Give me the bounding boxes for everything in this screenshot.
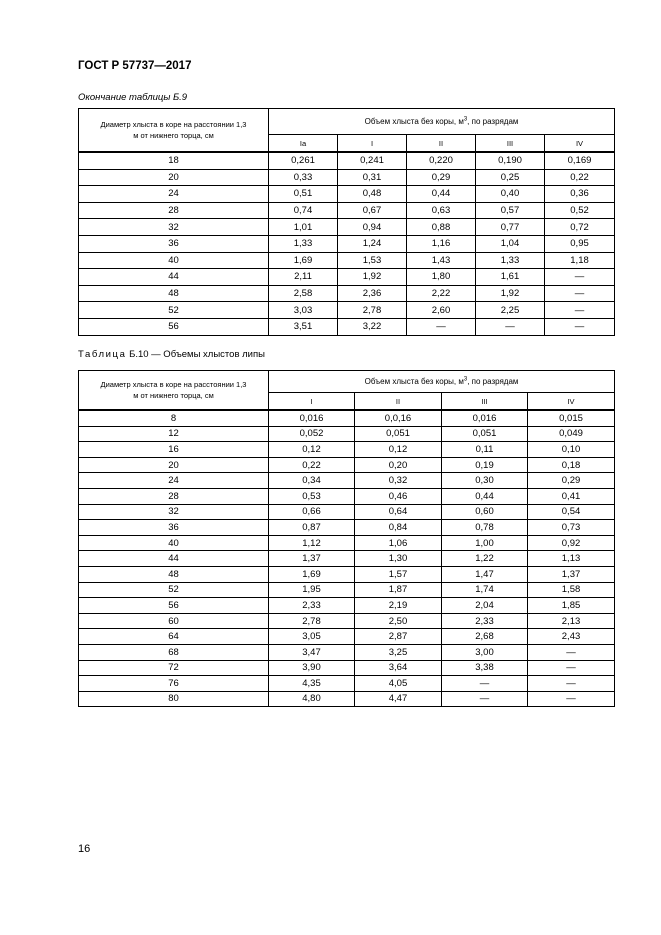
volume-cell: 4,47 (355, 691, 442, 707)
volume-cell: 1,06 (355, 535, 442, 551)
volume-cell: — (545, 269, 615, 286)
diameter-cell: 48 (79, 566, 269, 582)
table-row (79, 426, 615, 442)
volume-cell: 1,22 (442, 551, 528, 567)
table-row (79, 629, 615, 645)
volume-cell: 0,92 (528, 535, 615, 551)
volume-cell: 1,12 (269, 535, 355, 551)
table1-volume-header: Объем хлыста без коры, $м^3$, по разрядам (269, 109, 615, 135)
table-row (79, 269, 615, 286)
volume-cell: 2,58 (269, 285, 338, 302)
diameter-cell: 44 (79, 269, 269, 286)
volume-cell: 0,41 (528, 488, 615, 504)
volume-cell: 0,67 (338, 202, 407, 219)
volume-cell: 0,87 (269, 520, 355, 536)
table2-grade-header: I (269, 393, 355, 411)
volume-cell: 0,64 (355, 504, 442, 520)
volume-cell: 2,68 (442, 629, 528, 645)
volume-cell: 3,22 (338, 318, 407, 335)
volume-cell: 1,37 (269, 551, 355, 567)
volume-cell: — (476, 318, 545, 335)
volume-cell: 1,61 (476, 269, 545, 286)
volume-cell: 0,25 (476, 169, 545, 186)
table-row (79, 235, 615, 252)
volume-cell: 3,25 (355, 644, 442, 660)
diameter-cell: 20 (79, 169, 269, 186)
volume-cell: — (545, 285, 615, 302)
volume-cell: 1,13 (528, 551, 615, 567)
volume-cell: 2,33 (442, 613, 528, 629)
table-row (79, 186, 615, 203)
volume-cell: 0,84 (355, 520, 442, 536)
volume-cell: 0,190 (476, 152, 545, 169)
volume-cell: — (442, 691, 528, 707)
volume-cell: 0,33 (269, 169, 338, 186)
table-row (79, 442, 615, 458)
volume-cell: 0,77 (476, 219, 545, 236)
volume-cell: 0,32 (355, 473, 442, 489)
volume-cell: — (528, 676, 615, 692)
volume-cell: 1,00 (442, 535, 528, 551)
table2-diameter-header: Диаметр хлыста в коре на расстоянии 1,3 м от нижнего торца, см (79, 371, 269, 411)
volume-cell: 2,36 (338, 285, 407, 302)
diameter-cell: 40 (79, 535, 269, 551)
diameter-cell: 24 (79, 473, 269, 489)
volume-cell: 0,72 (545, 219, 615, 236)
table1-grade-header: IV (545, 135, 615, 153)
volume-cell: 2,33 (269, 598, 355, 614)
volume-cell: 3,05 (269, 629, 355, 645)
table-row (79, 504, 615, 520)
volume-cell: 0,48 (338, 186, 407, 203)
volume-cell: 1,16 (407, 235, 476, 252)
table-row (79, 302, 615, 319)
volume-cell: 3,00 (442, 644, 528, 660)
volume-cell: — (545, 318, 615, 335)
volume-cell: 0,10 (528, 442, 615, 458)
volume-cell: 0,52 (545, 202, 615, 219)
diameter-cell: 56 (79, 598, 269, 614)
volume-cell: 2,19 (355, 598, 442, 614)
document-header: ГОСТ Р 57737—2017 (78, 60, 192, 72)
volume-cell: 3,51 (269, 318, 338, 335)
volume-cell: 0,261 (269, 152, 338, 169)
volume-cell: 0,94 (338, 219, 407, 236)
volume-cell: 0,18 (528, 457, 615, 473)
volume-cell: 0,22 (269, 457, 355, 473)
table-row (79, 252, 615, 269)
volume-cell: 1,43 (407, 252, 476, 269)
volume-cell: 0,22 (545, 169, 615, 186)
volume-cell: 0,57 (476, 202, 545, 219)
volume-cell: 0,016 (269, 410, 355, 426)
table2-grade-header: III (442, 393, 528, 411)
volume-cell: 0,53 (269, 488, 355, 504)
table1-grade-header: I (338, 135, 407, 153)
table-row (79, 202, 615, 219)
volume-cell: 1,24 (338, 235, 407, 252)
volume-cell: 3,03 (269, 302, 338, 319)
table1-grade-header: Ia (269, 135, 338, 153)
page-number: 16 (78, 843, 91, 855)
table-row (79, 410, 615, 426)
volume-cell: 0,74 (269, 202, 338, 219)
table-row (79, 676, 615, 692)
diameter-cell: 36 (79, 520, 269, 536)
diameter-cell: 40 (79, 252, 269, 269)
diameter-cell: 60 (79, 613, 269, 629)
volume-cell: 0,0,16 (355, 410, 442, 426)
diameter-cell: 72 (79, 660, 269, 676)
volume-cell: 1,33 (476, 252, 545, 269)
volume-cell: 2,60 (407, 302, 476, 319)
volume-cell: 0,73 (528, 520, 615, 536)
volume-cell: 1,95 (269, 582, 355, 598)
table1-grade-header: II (407, 135, 476, 153)
volume-cell: 0,29 (407, 169, 476, 186)
volume-cell: 0,29 (528, 473, 615, 489)
volume-cell: 0,34 (269, 473, 355, 489)
diameter-cell: 20 (79, 457, 269, 473)
diameter-cell: 52 (79, 302, 269, 319)
volume-cell: 1,57 (355, 566, 442, 582)
table1-grade-header: III (476, 135, 545, 153)
volume-cell: 0,95 (545, 235, 615, 252)
table-row (79, 285, 615, 302)
volume-cell: — (528, 660, 615, 676)
volume-cell: 0,60 (442, 504, 528, 520)
volume-cell: 0,88 (407, 219, 476, 236)
table2-grade-header: II (355, 393, 442, 411)
volume-cell: 1,01 (269, 219, 338, 236)
table2-grade-header: IV (528, 393, 615, 411)
volume-cell: 1,37 (528, 566, 615, 582)
table-row (79, 644, 615, 660)
volume-cell: 0,63 (407, 202, 476, 219)
table-row (79, 318, 615, 335)
table-row (79, 691, 615, 707)
volume-cell: — (528, 691, 615, 707)
table-row (79, 488, 615, 504)
volume-cell: 4,35 (269, 676, 355, 692)
volume-cell: 2,11 (269, 269, 338, 286)
volume-cell: 1,33 (269, 235, 338, 252)
table-row (79, 660, 615, 676)
volume-cell: 0,241 (338, 152, 407, 169)
diameter-cell: 8 (79, 410, 269, 426)
table-row (79, 473, 615, 489)
diameter-cell: 24 (79, 186, 269, 203)
volume-cell: 1,18 (545, 252, 615, 269)
volume-cell: 0,20 (355, 457, 442, 473)
volume-cell: 1,53 (338, 252, 407, 269)
volume-cell: — (528, 644, 615, 660)
diameter-cell: 32 (79, 219, 269, 236)
volume-cell: 1,04 (476, 235, 545, 252)
volume-cell: 3,64 (355, 660, 442, 676)
volume-cell: 2,43 (528, 629, 615, 645)
volume-cell: 1,30 (355, 551, 442, 567)
volume-cell: 1,69 (269, 252, 338, 269)
diameter-cell: 80 (79, 691, 269, 707)
diameter-cell: 76 (79, 676, 269, 692)
volume-cell: 2,50 (355, 613, 442, 629)
volume-cell: 1,69 (269, 566, 355, 582)
volume-cell: 0,051 (442, 426, 528, 442)
table-row (79, 169, 615, 186)
diameter-cell: 28 (79, 488, 269, 504)
volume-cell: 3,38 (442, 660, 528, 676)
volume-cell: 0,220 (407, 152, 476, 169)
diameter-cell: 36 (79, 235, 269, 252)
table-row (79, 152, 615, 169)
table2 (78, 370, 615, 707)
volume-cell: 0,36 (545, 186, 615, 203)
volume-cell: 1,87 (355, 582, 442, 598)
volume-cell: 0,44 (407, 186, 476, 203)
volume-cell: 0,78 (442, 520, 528, 536)
table-row (79, 582, 615, 598)
volume-cell: 0,12 (355, 442, 442, 458)
table-row (79, 551, 615, 567)
table-row (79, 598, 615, 614)
volume-cell: — (407, 318, 476, 335)
diameter-cell: 32 (79, 504, 269, 520)
volume-cell: 1,85 (528, 598, 615, 614)
volume-cell: 0,44 (442, 488, 528, 504)
diameter-cell: 52 (79, 582, 269, 598)
volume-cell: 0,11 (442, 442, 528, 458)
table2-volume-header: Объем хлыста без коры, $м^3$, по разрядам (269, 371, 615, 393)
volume-cell: 4,05 (355, 676, 442, 692)
volume-cell: 0,052 (269, 426, 355, 442)
diameter-cell: 48 (79, 285, 269, 302)
volume-cell: 2,78 (338, 302, 407, 319)
volume-cell: 0,19 (442, 457, 528, 473)
volume-cell: — (442, 676, 528, 692)
volume-cell: 1,47 (442, 566, 528, 582)
diameter-cell: 44 (79, 551, 269, 567)
table1-caption: Окончание таблицы Б.9 (78, 92, 188, 103)
table-row (79, 457, 615, 473)
volume-cell: 0,46 (355, 488, 442, 504)
table2-caption: Таблица Б.10 — Объемы хлыстов липы (78, 349, 265, 360)
volume-cell: 2,87 (355, 629, 442, 645)
volume-cell: 1,80 (407, 269, 476, 286)
volume-cell: 2,78 (269, 613, 355, 629)
volume-cell: 0,66 (269, 504, 355, 520)
volume-cell: 0,31 (338, 169, 407, 186)
diameter-cell: 16 (79, 442, 269, 458)
table-row (79, 520, 615, 536)
volume-cell: 2,22 (407, 285, 476, 302)
table-row (79, 613, 615, 629)
volume-cell: 1,92 (476, 285, 545, 302)
volume-cell: 1,74 (442, 582, 528, 598)
volume-cell: 0,016 (442, 410, 528, 426)
volume-cell: 3,90 (269, 660, 355, 676)
diameter-cell: 64 (79, 629, 269, 645)
diameter-cell: 28 (79, 202, 269, 219)
volume-cell: 3,47 (269, 644, 355, 660)
diameter-cell: 68 (79, 644, 269, 660)
volume-cell: 0,40 (476, 186, 545, 203)
table-row (79, 566, 615, 582)
volume-cell: 0,169 (545, 152, 615, 169)
diameter-cell: 12 (79, 426, 269, 442)
volume-cell: 4,80 (269, 691, 355, 707)
volume-cell: 0,51 (269, 186, 338, 203)
volume-cell: 0,30 (442, 473, 528, 489)
volume-cell: 2,25 (476, 302, 545, 319)
volume-cell: 0,54 (528, 504, 615, 520)
volume-cell: — (545, 302, 615, 319)
volume-cell: 0,051 (355, 426, 442, 442)
volume-cell: 2,13 (528, 613, 615, 629)
volume-cell: 0,049 (528, 426, 615, 442)
table1 (78, 108, 615, 336)
diameter-cell: 56 (79, 318, 269, 335)
diameter-cell: 18 (79, 152, 269, 169)
volume-cell: 0,12 (269, 442, 355, 458)
table-row (79, 219, 615, 236)
table1-diameter-header: Диаметр хлыста в коре на расстоянии 1,3 м от нижнего торца, см (79, 109, 269, 153)
table-row (79, 535, 615, 551)
volume-cell: 1,58 (528, 582, 615, 598)
volume-cell: 0,015 (528, 410, 615, 426)
volume-cell: 1,92 (338, 269, 407, 286)
volume-cell: 2,04 (442, 598, 528, 614)
